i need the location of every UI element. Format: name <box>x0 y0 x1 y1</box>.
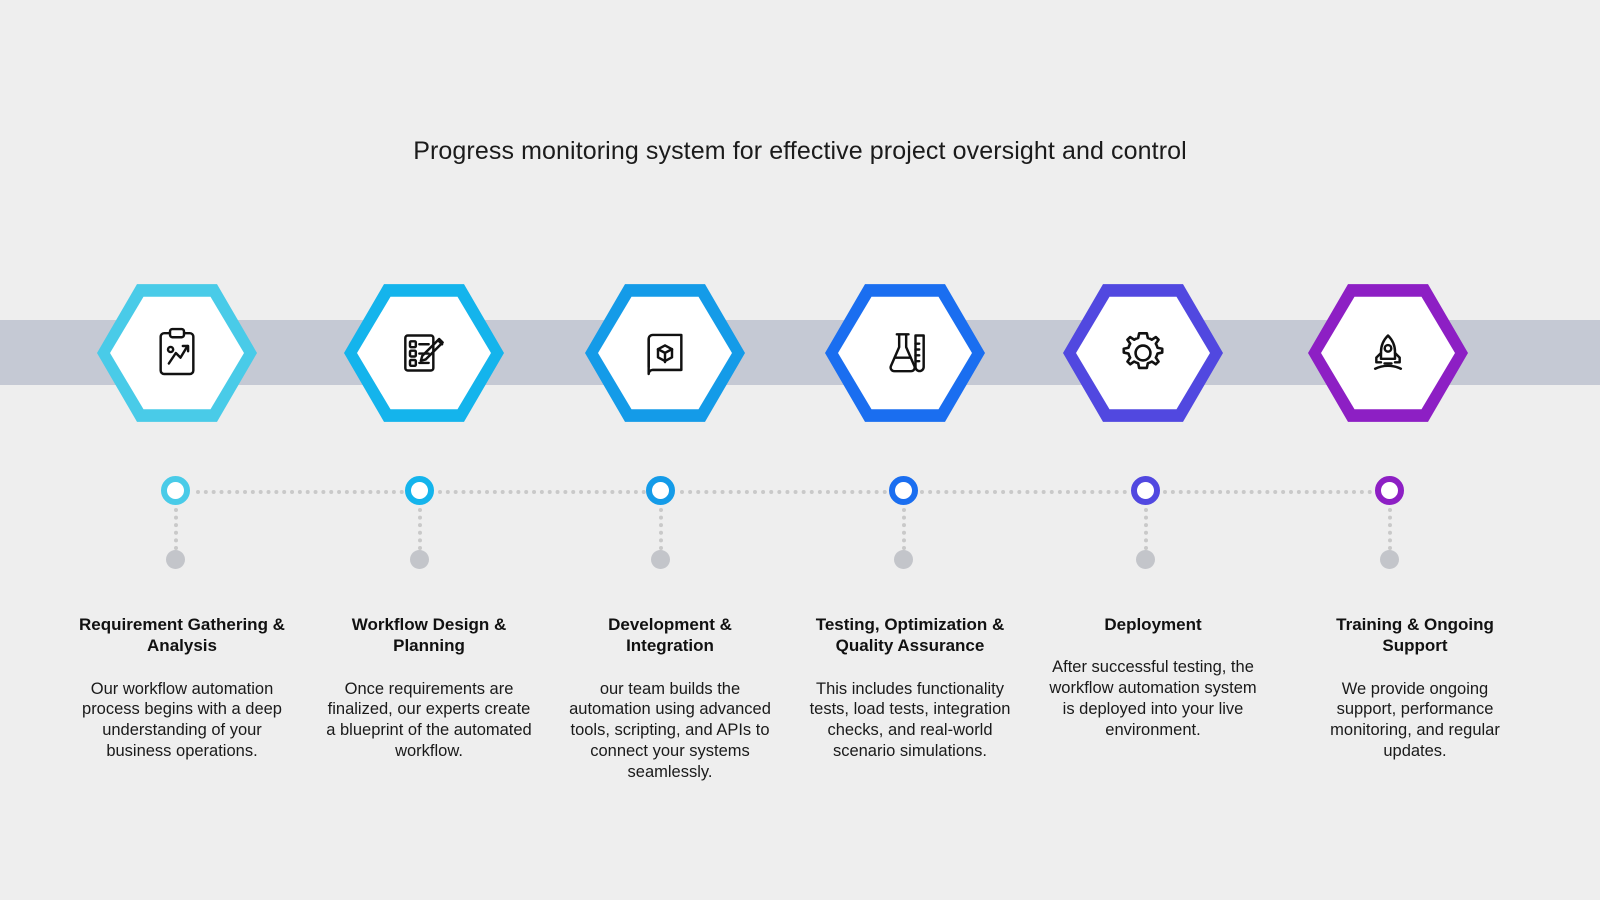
checklist-pencil-icon <box>344 282 504 424</box>
dotted-stem <box>1144 508 1148 550</box>
captions-row <box>0 614 1600 854</box>
gear-icon <box>1063 282 1223 424</box>
step-description: Once requirements are finalized, our experts create a blueprint of the automated workflow. <box>326 679 532 761</box>
hex-step-3[interactable] <box>585 282 745 424</box>
step-heading: Development & Integration <box>608 615 732 656</box>
dotted-connector <box>196 490 404 494</box>
timeline-node-1[interactable] <box>161 476 190 505</box>
caption-step-3 <box>565 614 775 783</box>
timeline-node-6[interactable] <box>1375 476 1404 505</box>
step-heading: Requirement Gathering & Analysis <box>79 615 285 656</box>
caption-step-5 <box>1048 614 1258 741</box>
caption-step-6 <box>1310 614 1520 762</box>
dotted-stem <box>1388 508 1392 550</box>
caption-step-2 <box>324 614 534 762</box>
clipboard-analysis-icon <box>97 282 257 424</box>
dotted-connector <box>920 490 1127 494</box>
dotted-stem <box>902 508 906 550</box>
step-description: our team builds the automation using advanced tools, scripting, and APIs to connect your systems seamlessly. <box>569 679 771 782</box>
hex-step-5[interactable] <box>1063 282 1223 424</box>
step-description: We provide ongoing support, performance monitoring, and regular updates. <box>1330 679 1500 761</box>
connector-layer <box>0 470 1600 590</box>
hex-step-6[interactable] <box>1308 282 1468 424</box>
dotted-stem <box>659 508 663 550</box>
timeline-node-5[interactable] <box>1131 476 1160 505</box>
stem-end-dot <box>1380 550 1399 569</box>
hex-step-4[interactable] <box>825 282 985 424</box>
caption-step-1 <box>77 614 287 762</box>
step-heading: Training & Ongoing Support <box>1336 615 1494 656</box>
hex-row <box>0 282 1600 432</box>
stem-end-dot <box>894 550 913 569</box>
flask-testtube-icon <box>825 282 985 424</box>
step-heading: Testing, Optimization & Quality Assurance <box>815 615 1005 656</box>
stem-end-dot <box>166 550 185 569</box>
stem-end-dot <box>1136 550 1155 569</box>
stem-end-dot <box>651 550 670 569</box>
timeline-node-4[interactable] <box>889 476 918 505</box>
dotted-connector <box>680 490 887 494</box>
dotted-connector <box>1163 490 1372 494</box>
caption-step-4 <box>805 614 1015 762</box>
step-description: After successful testing, the workflow automation system is deployed into your live environment. <box>1049 658 1257 740</box>
step-description: Our workflow automation process begins with a deep understanding of your business operations. <box>82 679 282 761</box>
dotted-connector <box>438 490 646 494</box>
step-heading: Deployment <box>1104 615 1202 634</box>
rocket-icon <box>1308 282 1468 424</box>
timeline-node-2[interactable] <box>405 476 434 505</box>
step-description: This includes functionality tests, load tests, integration checks, and real-world scenario simulations. <box>809 679 1011 761</box>
timeline-node-3[interactable] <box>646 476 675 505</box>
dotted-stem <box>418 508 422 550</box>
hex-step-1[interactable] <box>97 282 257 424</box>
stem-end-dot <box>410 550 429 569</box>
hex-step-2[interactable] <box>344 282 504 424</box>
dotted-stem <box>174 508 178 550</box>
page-title: Progress monitoring system for effective project oversight and control <box>413 137 1187 165</box>
step-heading: Workflow Design & Planning <box>351 615 507 656</box>
blueprint-box-icon <box>585 282 745 424</box>
